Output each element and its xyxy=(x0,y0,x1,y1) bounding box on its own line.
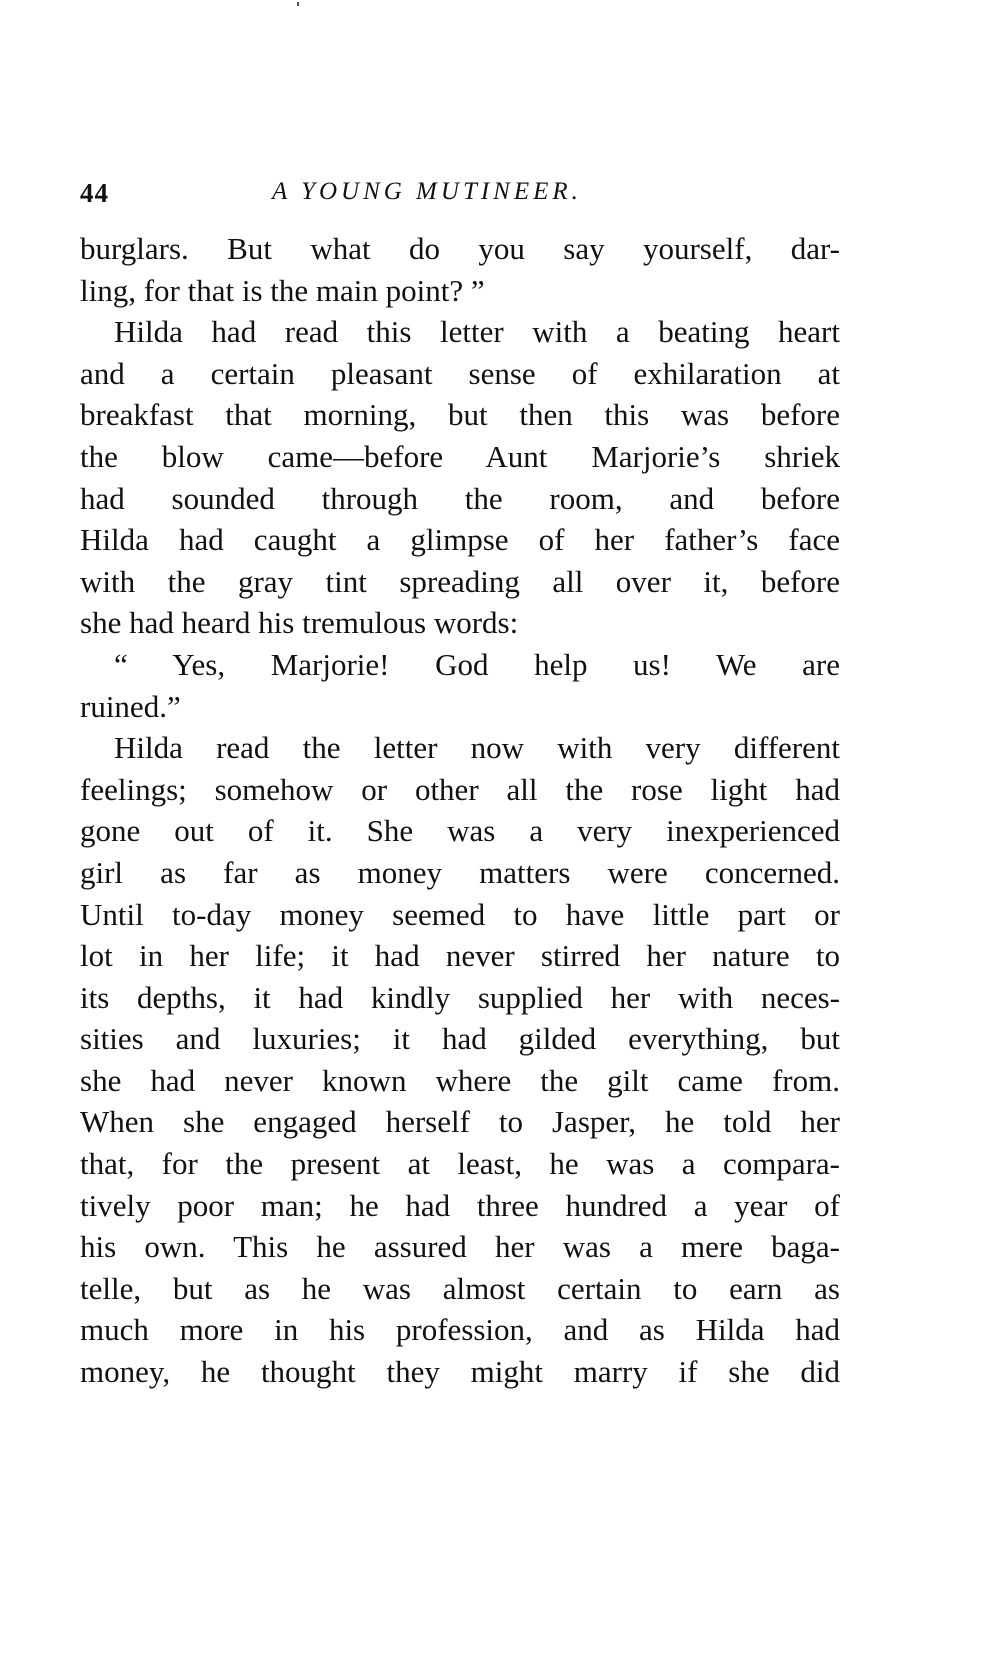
text-line: she had never known where the gilt came from. xyxy=(80,1062,840,1098)
text-line: with the gray tint spreading all over it, before xyxy=(80,563,840,599)
running-title: A YOUNG MUTINEER. xyxy=(272,178,582,205)
text-line: its depths, it had kindly supplied her with neces- xyxy=(80,979,840,1015)
body-text xyxy=(80,228,840,1393)
text-line: much more in his profession, and as Hilda had xyxy=(80,1312,840,1348)
text-line: had sounded through the room, and before xyxy=(80,480,840,516)
text-line: girl as far as money matters were concerned. xyxy=(80,854,840,890)
ink-speck xyxy=(297,2,299,6)
text-line: she had heard his tremulous words: xyxy=(80,605,519,641)
page-header xyxy=(80,178,840,212)
text-line: tively poor man; he had three hundred a year of xyxy=(80,1187,840,1223)
text-line: and a certain pleasant sense of exhilaration at xyxy=(80,355,840,391)
text-line: feelings; somehow or other all the rose light had xyxy=(80,771,840,807)
page-number: 44 xyxy=(80,178,109,208)
text-line: gone out of it. She was a very inexperienced xyxy=(80,813,840,849)
text-line: “ Yes, Marjorie! God help us! We are xyxy=(114,646,840,682)
text-line: Until to-day money seemed to have little part or xyxy=(80,896,840,932)
text-line: Hilda had caught a glimpse of her father’s face xyxy=(80,522,840,558)
text-line: that, for the present at least, he was a compara- xyxy=(80,1146,840,1182)
text-line: Hilda had read this letter with a beating heart xyxy=(114,314,840,350)
text-line: breakfast that morning, but then this was before xyxy=(80,397,840,433)
text-line: lot in her life; it had never stirred her nature to xyxy=(80,938,840,974)
text-line: the blow came—before Aunt Marjorie’s shriek xyxy=(80,438,840,474)
text-line: Hilda read the letter now with very different xyxy=(114,730,840,766)
text-line: burglars. But what do you say yourself, dar- xyxy=(80,231,840,266)
text-line: When she engaged herself to Jasper, he told her xyxy=(80,1104,840,1140)
text-line: telle, but as he was almost certain to earn as xyxy=(80,1270,840,1306)
text-line: his own. This he assured her was a mere baga- xyxy=(80,1229,840,1265)
text-line: ruined.” xyxy=(80,688,181,724)
text-line: money, he thought they might marry if she did xyxy=(80,1354,840,1390)
text-line: sities and luxuries; it had gilded everything, but xyxy=(80,1021,840,1057)
text-line: ling, for that is the main point? ” xyxy=(80,272,485,308)
